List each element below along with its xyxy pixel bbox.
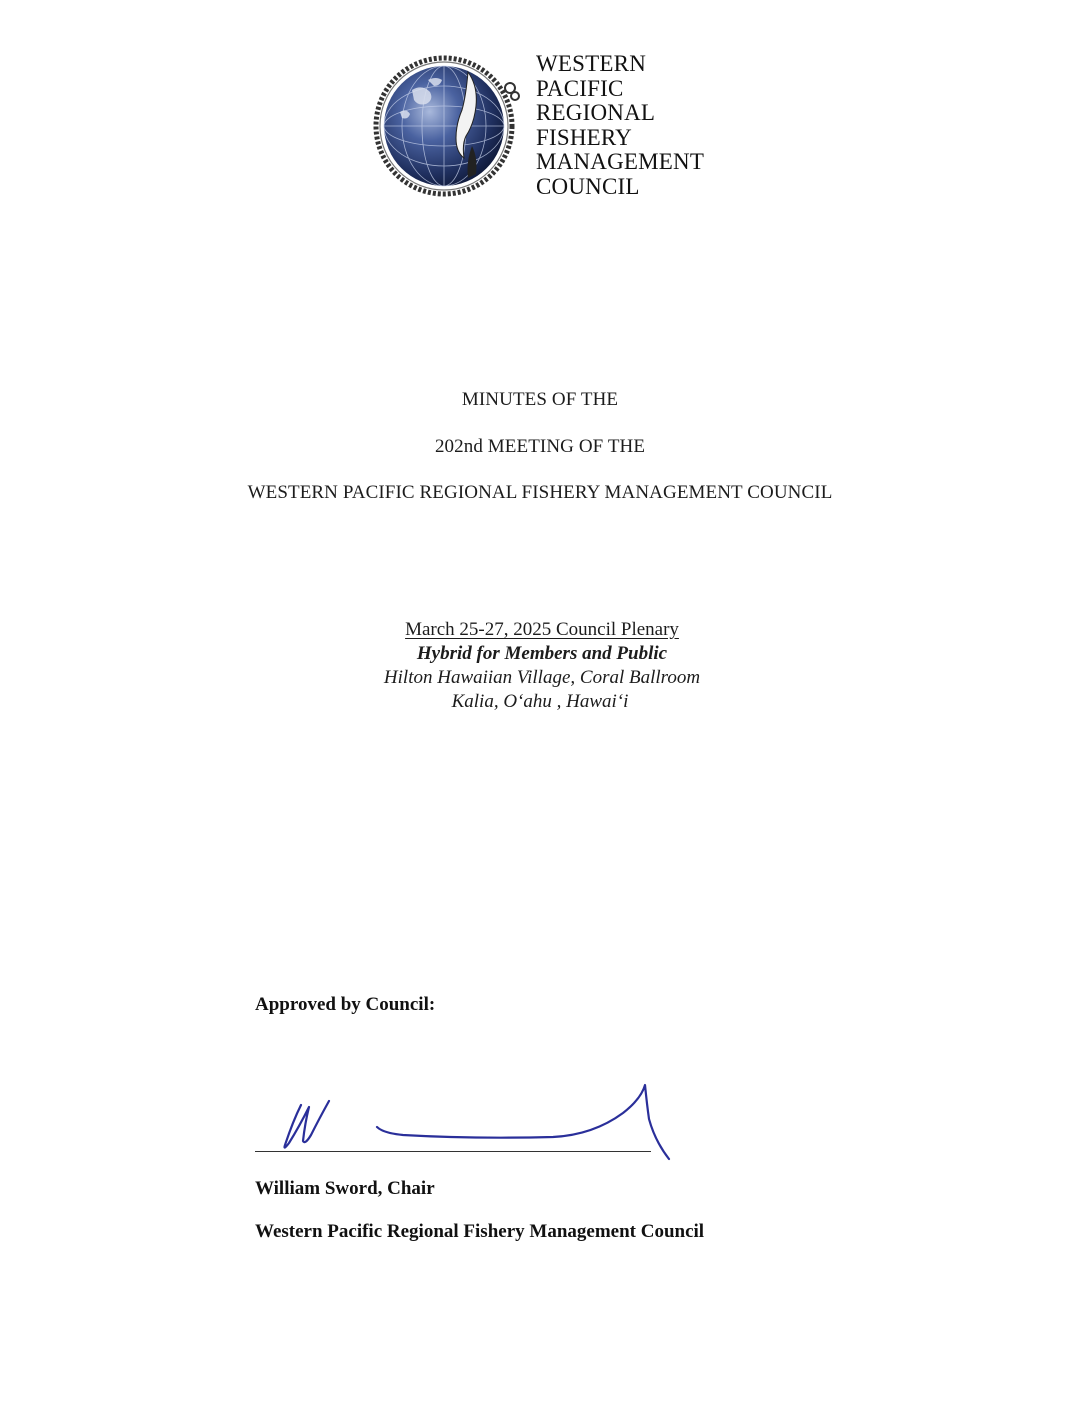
logo-line: REGIONAL <box>536 100 656 125</box>
logo-line: COUNCIL <box>536 173 640 199</box>
logo-line: MANAGEMENT <box>536 149 705 174</box>
signer-name: William Sword, Chair <box>255 1178 435 1199</box>
logo-line: FISHERY <box>536 124 632 150</box>
logo-wordmark <box>536 52 704 199</box>
council-logo <box>372 50 712 200</box>
approval-label: Approved by Council: <box>255 994 436 1015</box>
signature-line <box>255 1151 651 1152</box>
title-line-1: MINUTES OF THE <box>461 389 619 410</box>
logo-line: WESTERN <box>536 51 646 76</box>
meeting-format: Hybrid for Members and Public <box>416 643 668 664</box>
meeting-location: Kalia, O‘ahu , Hawai‘i <box>451 691 629 712</box>
title-line-2: 202nd MEETING OF THE <box>434 436 646 457</box>
meeting-venue: Hilton Hawaiian Village, Coral Ballroom <box>383 667 701 688</box>
signer-organization: Western Pacific Regional Fishery Management Council <box>255 1221 705 1242</box>
logo-line: PACIFIC <box>536 75 624 101</box>
globe-emblem-icon <box>372 50 522 200</box>
title-line-3: WESTERN PACIFIC REGIONAL FISHERY MANAGEMENT COUNCIL <box>247 482 833 503</box>
meeting-dates: March 25-27, 2025 Council Plenary <box>405 619 679 640</box>
